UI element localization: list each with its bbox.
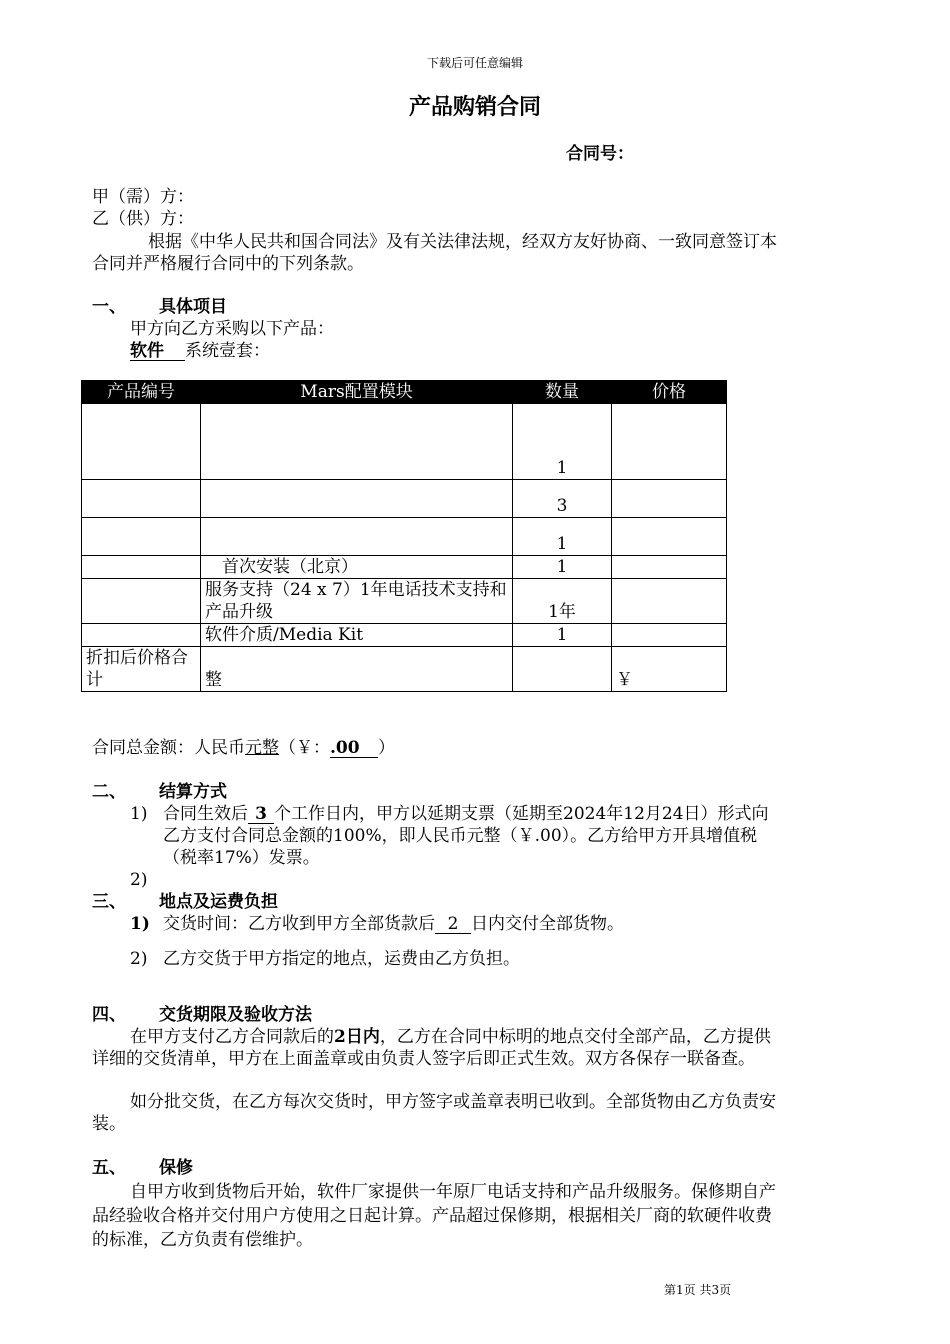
table-row (82, 556, 727, 579)
cell-module (201, 518, 513, 556)
section-4-p1-line-2: 详细的交货清单，甲方在上面盖章或由负责人签字后即正式生效。双方各保存一联备查。 (92, 1049, 755, 1069)
section-2-item-1-line-1 (163, 803, 769, 825)
cell-module: 服务支持（24 x 7）1年电话技术支持和产品升级 (201, 579, 513, 624)
delivery-days: 2 (435, 915, 471, 934)
payment-text-b: 个工作日内，甲方以延期支票（延期至2024年12月24日）形式向 (274, 804, 769, 824)
section-2-number: 二、 (92, 782, 126, 802)
cell-qty: 1 (513, 404, 612, 480)
contract-no-label: 合同号： (566, 144, 634, 164)
section-4-title: 交货期限及验收方法 (159, 1005, 312, 1025)
table-row (82, 624, 727, 647)
cell-code (82, 624, 201, 647)
cell-code (82, 404, 201, 480)
total-module: 整 (201, 647, 513, 692)
total-label: 折扣后价格合计 (82, 647, 201, 692)
table-row (82, 404, 727, 480)
header-quantity: 数量 (513, 381, 612, 404)
section-3-title: 地点及运费负担 (159, 892, 278, 912)
section-2-item-2-number: 2) (130, 870, 148, 890)
cell-qty: 1 (513, 624, 612, 647)
payment-days: 3 (248, 805, 274, 824)
section-4-p2-line-2: 装。 (92, 1114, 126, 1134)
table-header-row (82, 381, 727, 404)
page-title: 产品购销合同 (408, 94, 541, 120)
section-3-item-2-number: 2) (130, 949, 148, 969)
product-name: 软件 (130, 342, 185, 361)
section-2-item-1-line-2: 乙方支付合同总金额的100%，即人民币元整（￥.00）。乙方给甲方开具增值税 (163, 826, 758, 846)
header-product-code: 产品编号 (82, 381, 201, 404)
total-amount-value: .00 (330, 739, 378, 758)
cell-module (201, 480, 513, 518)
delivery-text-a: 交货时间：乙方收到甲方全部货款后 (163, 914, 435, 934)
acceptance-text-b: ，乙方在合同中标明的地点交付全部产品，乙方提供 (379, 1027, 771, 1047)
total-price: ￥ (612, 647, 727, 692)
section-4-number: 四、 (92, 1005, 126, 1025)
total-qty (513, 647, 612, 692)
cell-module: 首次安装（北京） (201, 556, 513, 579)
header-note: 下载后可任意编辑 (426, 56, 523, 70)
cell-qty: 3 (513, 480, 612, 518)
table-row (82, 579, 727, 624)
party-a-label: 甲（需）方： (92, 187, 194, 207)
delivery-text-b: 日内交付全部货物。 (471, 914, 624, 934)
total-amount-paren-open: （￥： (279, 738, 330, 758)
section-3-item-1-number: 1) (130, 914, 150, 934)
payment-text-a: 合同生效后 (163, 804, 248, 824)
page-number: 第1页 共3页 (664, 1283, 732, 1297)
table-row (82, 518, 727, 556)
cell-price (612, 404, 727, 480)
cell-code (82, 480, 201, 518)
party-b-label: 乙（供）方： (92, 209, 194, 229)
cell-price (612, 480, 727, 518)
section-3-item-1 (163, 913, 624, 935)
total-amount-unit: 元整 (245, 738, 279, 758)
header-module: Mars配置模块 (201, 381, 513, 404)
cell-code (82, 556, 201, 579)
section-3-item-2: 乙方交货于甲方指定的地点，运费由乙方负担。 (163, 949, 520, 969)
product-table (81, 380, 727, 692)
section-2-item-1-line-3: （税率17%）发票。 (163, 848, 320, 868)
section-5-title: 保修 (159, 1158, 193, 1178)
total-amount-prefix: 合同总金额：人民币 (92, 738, 245, 758)
section-4-p1-line-1 (130, 1026, 771, 1048)
section-1-number: 一、 (92, 297, 126, 317)
section-5-line-1: 自甲方收到货物后开始，软件厂家提供一年原厂电话支持和产品升级服务。保修期自产 (130, 1182, 776, 1202)
table-row (82, 480, 727, 518)
total-amount-line (92, 737, 395, 759)
product-suffix: 系统壹套： (185, 341, 270, 361)
cell-price (612, 579, 727, 624)
intro-line-1: 根据《中华人民共和国合同法》及有关法律法规，经双方友好协商、一致同意签订本 (148, 232, 777, 252)
section-5-line-3: 的标准，乙方负责有偿维护。 (92, 1230, 313, 1250)
section-5-line-2: 品经验收合格并交付用户方使用之日起计算。产品超过保修期，根据相关厂商的软硬件收费 (92, 1206, 772, 1226)
acceptance-text-a: 在甲方支付乙方合同款后的 (130, 1027, 334, 1047)
cell-qty: 1年 (513, 579, 612, 624)
product-line (130, 340, 270, 362)
section-2-item-1-number: 1) (130, 804, 148, 824)
section-2-title: 结算方式 (159, 782, 227, 802)
section-4-p2-line-1: 如分批交货，在乙方每次交货时，甲方签字或盖章表明已收到。全部货物由乙方负责安 (130, 1092, 776, 1112)
table-total-row (82, 647, 727, 692)
cell-module: 软件介质/Media Kit (201, 624, 513, 647)
section-3-number: 三、 (92, 892, 126, 912)
cell-code (82, 518, 201, 556)
header-price: 价格 (612, 381, 727, 404)
cell-module (201, 404, 513, 480)
section-1-line-1: 甲方向乙方采购以下产品： (130, 319, 334, 339)
cell-price (612, 556, 727, 579)
total-amount-paren-close: ） (378, 738, 395, 758)
cell-code (82, 579, 201, 624)
acceptance-days: 2日内 (334, 1027, 380, 1047)
intro-line-2: 合同并严格履行合同中的下列条款。 (92, 254, 364, 274)
cell-price (612, 624, 727, 647)
cell-price (612, 518, 727, 556)
cell-qty: 1 (513, 518, 612, 556)
cell-qty: 1 (513, 556, 612, 579)
section-1-title: 具体项目 (159, 297, 227, 317)
section-5-number: 五、 (92, 1158, 126, 1178)
